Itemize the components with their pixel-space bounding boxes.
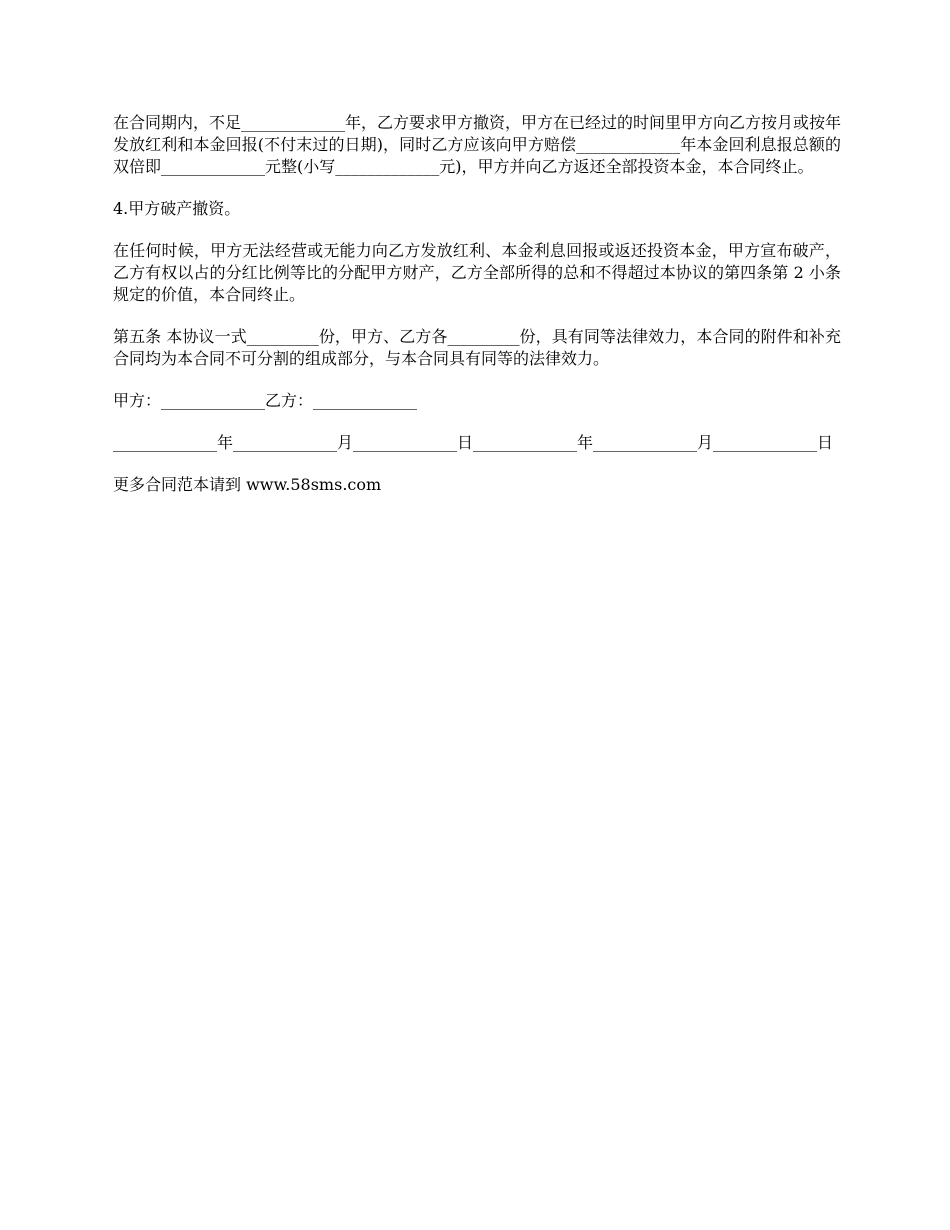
paragraph-bankruptcy-heading: 4.甲方破产撤资。	[113, 199, 241, 218]
signature-parties-line: 甲方：_____________乙方：_____________	[113, 391, 418, 410]
paragraph-bankruptcy-terms: 在任何时候，甲方无法经营或无能力向乙方发放红利、本金利息回报或返还投资本金，甲方宣布破产，乙方有权以占的分红比例等比的分配甲方财产，乙方全部所得的总和不得超过本协议的第四条第 2 小条规定的价值，本合同终止。	[113, 241, 841, 304]
signature-date-line: _____________年_____________月_____________日_____________年_____________月_____________日	[113, 433, 834, 452]
document-page	[113, 112, 841, 516]
paragraph-early-withdrawal: 在合同期内，不足_____________年，乙方要求甲方撤资，甲方在已经过的时间里甲方向乙方按月或按年发放红利和本金回报(不付末过的日期)，同时乙方应该向甲方赔偿_____________年本金回利息报总额的双倍即_____________元整(小写_____________元)，甲方并向乙方返还全部投资本金，本合同终止。	[113, 113, 842, 176]
footer-more-templates: 更多合同范本请到 www.58sms.com	[113, 475, 382, 494]
paragraph-article-five: 第五条 本协议一式_________份，甲方、乙方各_________份，具有同等法律效力，本合同的附件和补充合同均为本合同不可分割的组成部分，与本合同具有同等的法律效力。	[113, 327, 841, 368]
